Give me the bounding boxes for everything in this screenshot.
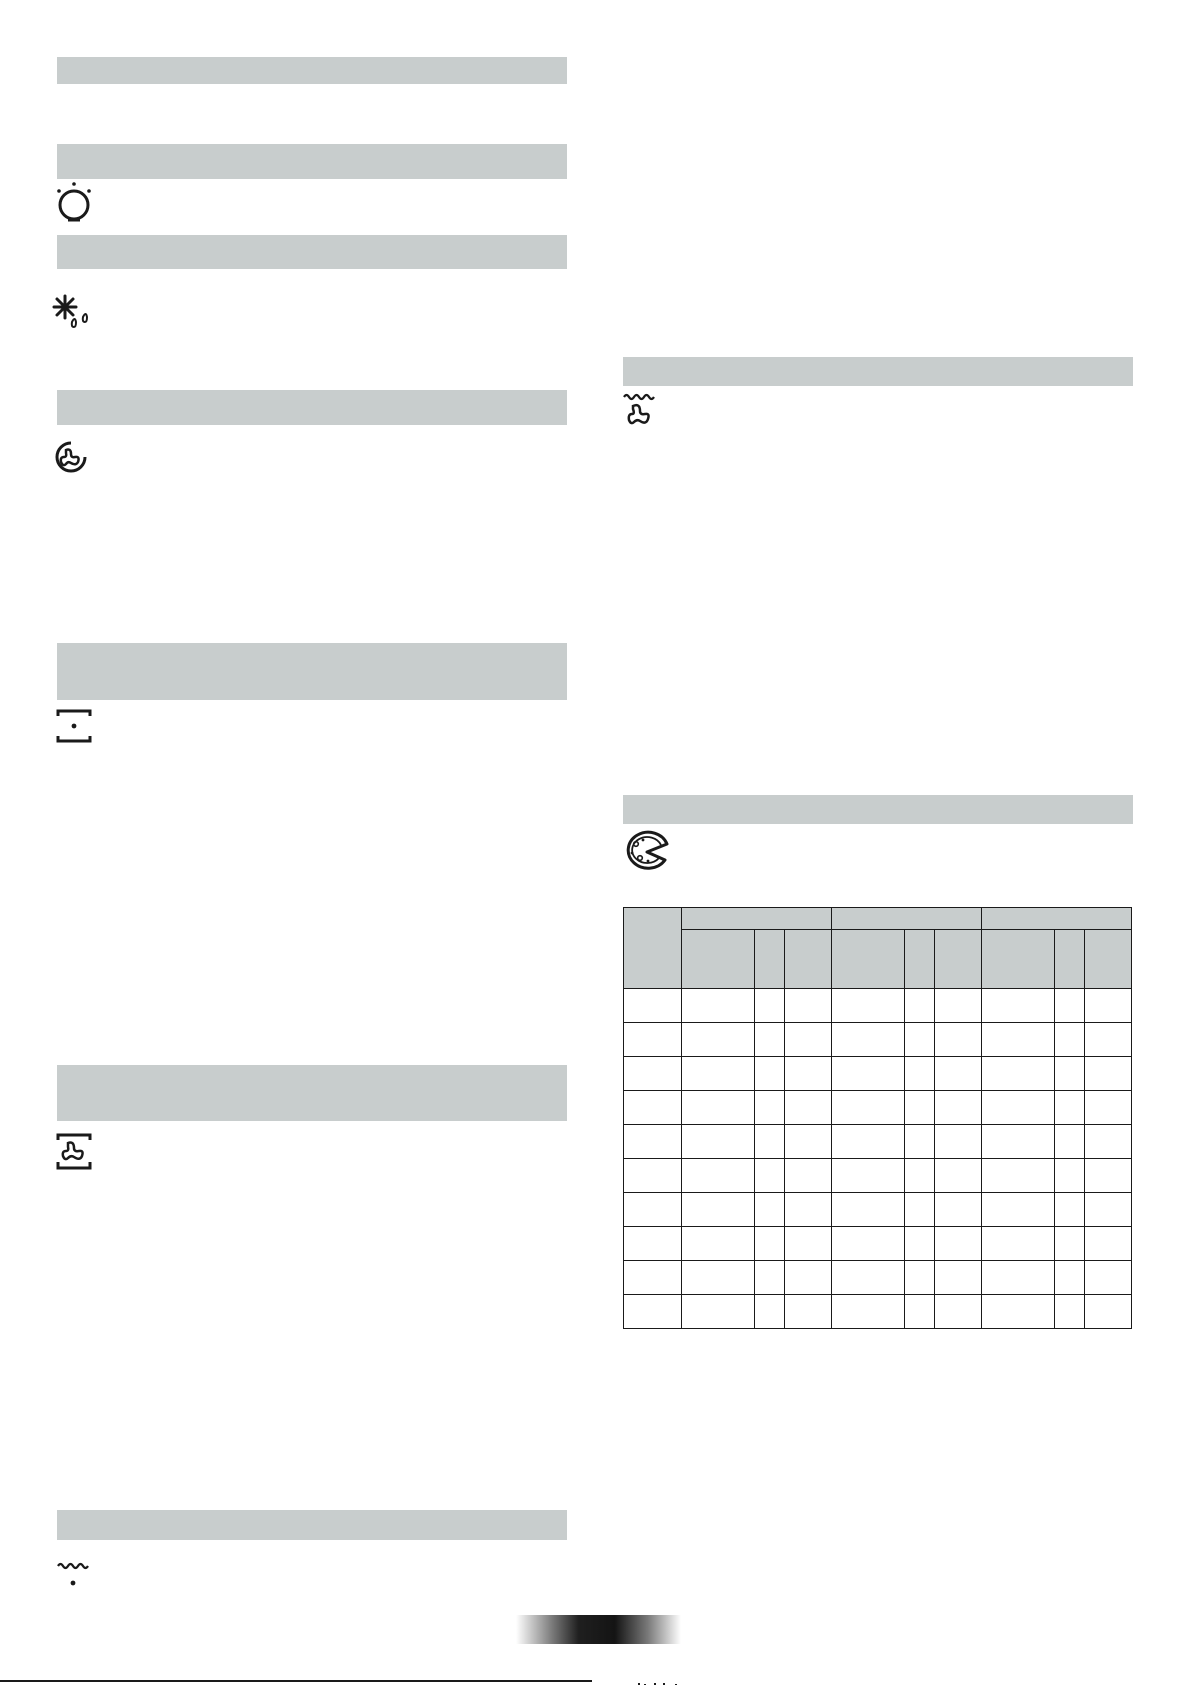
table-cell [1085,1193,1132,1227]
table-cell [1055,1023,1085,1057]
pizza-icon [621,830,671,872]
table-cell [1085,1023,1132,1057]
table-cell [785,1023,832,1057]
table-cell [1055,1057,1085,1091]
table-cell [1085,1159,1132,1193]
table-cell [624,1193,682,1227]
table-cell [832,1057,905,1091]
table-cell [1085,989,1132,1023]
table-sub-header [755,930,785,989]
cooking-table [623,907,1132,1329]
table-cell [1085,1295,1132,1329]
footer-print-mark [618,1677,718,1685]
table-cell [982,1227,1055,1261]
section-heading-bar [57,390,567,425]
table-cell [935,1295,982,1329]
table-cell [832,1159,905,1193]
table-cell [905,1091,935,1125]
table-cell [785,1193,832,1227]
table-cell [832,1295,905,1329]
table-cell [624,1227,682,1261]
table-cell [682,989,755,1023]
page-number-tab [516,1615,681,1644]
table-cell [682,1261,755,1295]
table-cell [832,1125,905,1159]
table-cell [982,1159,1055,1193]
table-row [624,1295,1132,1329]
footer-rule [0,1680,592,1682]
table-cell [682,1159,755,1193]
table-cell [982,1193,1055,1227]
section-heading-bar [57,235,567,269]
table-cell [755,1261,785,1295]
table-row [624,1227,1132,1261]
table-cell [755,1295,785,1329]
table-sub-header [1055,930,1085,989]
table-corner-header [624,908,682,989]
table-sub-header [1085,930,1132,989]
table-cell [832,1261,905,1295]
section-heading-bar [623,795,1133,824]
table-row [624,1057,1132,1091]
fan-box-icon [56,1132,92,1172]
table-cell [1055,1295,1085,1329]
section-heading-bar [57,1065,567,1121]
table-cell [832,1227,905,1261]
table-cell [982,1091,1055,1125]
table-group-header [832,908,982,930]
table-cell [785,1159,832,1193]
table-cell [785,1091,832,1125]
section-heading-bar [57,57,567,84]
table-cell [982,1023,1055,1057]
table-cell [624,1125,682,1159]
table-cell [1085,1261,1132,1295]
table-sub-header [935,930,982,989]
table-group-header [682,908,832,930]
table-cell [624,1295,682,1329]
table-row [624,1193,1132,1227]
table-cell [1055,1227,1085,1261]
table-cell [935,1057,982,1091]
table-cell [1055,1091,1085,1125]
table-row [624,1091,1132,1125]
table-sub-header [905,930,935,989]
table-cell [905,1057,935,1091]
table-cell [785,1125,832,1159]
table-cell [905,1193,935,1227]
table-cell [785,989,832,1023]
table-cell [682,1193,755,1227]
table-cell [755,1193,785,1227]
table-cell [905,1227,935,1261]
table-cell [755,1227,785,1261]
table-cell [935,1023,982,1057]
table-cell [832,1091,905,1125]
table-cell [905,1261,935,1295]
table-cell [682,1057,755,1091]
table-row [624,1261,1132,1295]
table-cell [1085,1227,1132,1261]
oven-lamp-icon [55,180,93,226]
table-row [624,1023,1132,1057]
defrost-icon [52,294,92,330]
table-cell [1085,1125,1132,1159]
table-cell [935,1261,982,1295]
table-group-header [982,908,1132,930]
table-cell [935,1193,982,1227]
table-cell [905,1295,935,1329]
table-cell [905,1125,935,1159]
table-sub-header [982,930,1055,989]
table-cell [755,989,785,1023]
bottom-top-heat-icon [56,708,92,744]
table-sub-header [785,930,832,989]
table-cell [682,1295,755,1329]
table-cell [785,1295,832,1329]
table-cell [832,1193,905,1227]
table-cell [935,1091,982,1125]
table-cell [755,1091,785,1125]
table-cell [982,1261,1055,1295]
table-cell [624,989,682,1023]
table-row [624,989,1132,1023]
table-cell [682,1125,755,1159]
table-cell [982,1295,1055,1329]
table-cell [832,989,905,1023]
table-cell [755,1023,785,1057]
section-heading-bar [57,1510,567,1540]
table-row [624,1159,1132,1193]
table-cell [832,1023,905,1057]
table-cell [1055,1261,1085,1295]
table-cell [935,989,982,1023]
table-cell [682,1091,755,1125]
table-body [624,989,1132,1329]
table-cell [1055,1125,1085,1159]
table-cell [624,1023,682,1057]
table-row [624,1125,1132,1159]
table-cell [905,989,935,1023]
table-sub-header [682,930,755,989]
grill-fan-icon [622,392,658,432]
table-cell [935,1227,982,1261]
bottom-heat-icon [56,1562,92,1590]
table-cell [785,1261,832,1295]
table-cell [624,1057,682,1091]
table-cell [624,1091,682,1125]
section-heading-bar [57,144,567,179]
table-cell [785,1057,832,1091]
section-heading-bar [623,357,1133,386]
table-cell [682,1227,755,1261]
table-cell [982,1125,1055,1159]
table-sub-header [832,930,905,989]
table-cell [935,1125,982,1159]
table-cell [1085,1091,1132,1125]
table-cell [982,989,1055,1023]
table-cell [1085,1057,1132,1091]
table-cell [905,1023,935,1057]
table-cell [624,1159,682,1193]
section-heading-bar [57,643,567,700]
table-cell [755,1159,785,1193]
fan-circle-icon [54,440,88,474]
table-cell [785,1227,832,1261]
table-cell [755,1125,785,1159]
table-cell [935,1159,982,1193]
table-cell [682,1023,755,1057]
table-cell [624,1261,682,1295]
table-cell [1055,989,1085,1023]
table-cell [982,1057,1055,1091]
table-cell [755,1057,785,1091]
table-cell [905,1159,935,1193]
table-cell [1055,1159,1085,1193]
table-cell [1055,1193,1085,1227]
